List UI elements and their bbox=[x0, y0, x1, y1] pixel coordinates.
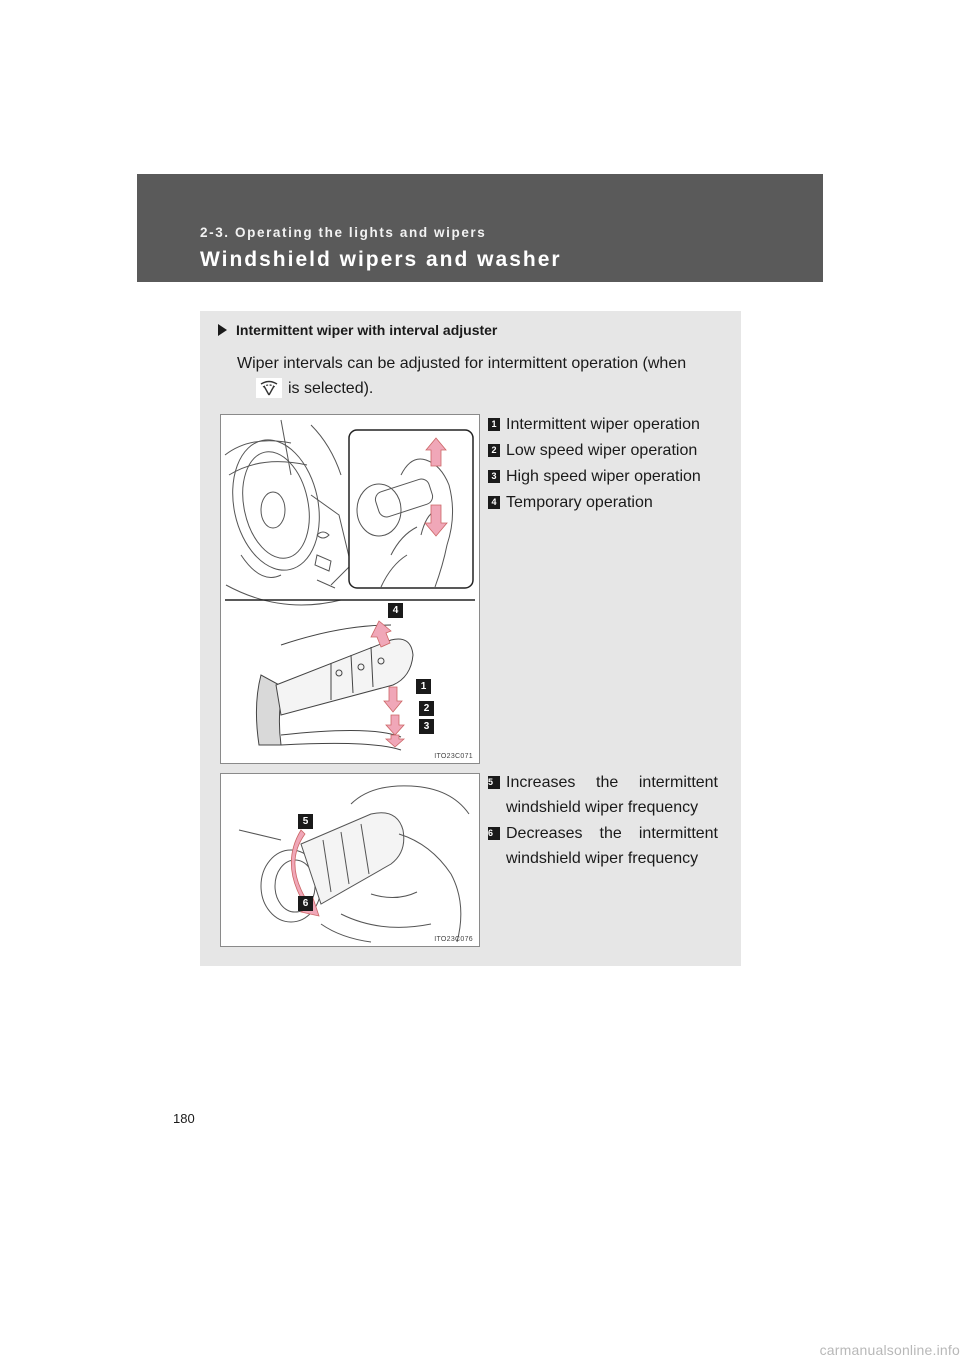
legend-item: 4 Temporary operation bbox=[488, 490, 718, 515]
intro-paragraph bbox=[237, 351, 727, 401]
intermittent-wiper-icon bbox=[256, 378, 282, 398]
page-header bbox=[137, 174, 823, 282]
callout-2: 2 bbox=[419, 701, 434, 716]
interval-adjuster-illustration bbox=[221, 774, 479, 946]
figure-code: ITO23C071 bbox=[434, 753, 473, 760]
page-number: 180 bbox=[173, 1111, 195, 1126]
section-label: 2-3. Operating the lights and wipers bbox=[200, 225, 487, 240]
content-panel bbox=[200, 311, 741, 966]
subheading bbox=[218, 322, 497, 338]
callout-4: 4 bbox=[388, 603, 403, 618]
callout-6: 6 bbox=[298, 896, 313, 911]
figure-wiper-lever bbox=[220, 414, 480, 764]
legend-item: 6 Decreases the intermittent windshield wiper frequency bbox=[488, 825, 718, 867]
wiper-lever-illustration bbox=[221, 415, 479, 763]
figure-interval-adjuster bbox=[220, 773, 480, 947]
page-title: Windshield wipers and washer bbox=[200, 248, 562, 271]
legend-interval-adjust bbox=[488, 770, 718, 872]
legend-item: 5 Increases the intermittent windshield wiper frequency bbox=[488, 774, 718, 816]
figure-code: ITO23C076 bbox=[434, 936, 473, 943]
watermark: carmanualsonline.info bbox=[819, 1342, 960, 1358]
intro-line-2: is selected). bbox=[288, 380, 374, 397]
legend-wiper-operations bbox=[488, 412, 718, 516]
subheading-text: Intermittent wiper with interval adjuster bbox=[236, 322, 498, 338]
legend-item: 3 High speed wiper operation bbox=[488, 464, 718, 489]
callout-3: 3 bbox=[419, 719, 434, 734]
legend-item: 2 Low speed wiper operation bbox=[488, 438, 718, 463]
triangle-bullet-icon bbox=[218, 324, 227, 336]
callout-5: 5 bbox=[298, 814, 313, 829]
intro-line-1: Wiper intervals can be adjusted for intermittent operation (when bbox=[237, 355, 687, 372]
callout-1: 1 bbox=[416, 679, 431, 694]
legend-item: 1 Intermittent wiper operation bbox=[488, 412, 718, 437]
